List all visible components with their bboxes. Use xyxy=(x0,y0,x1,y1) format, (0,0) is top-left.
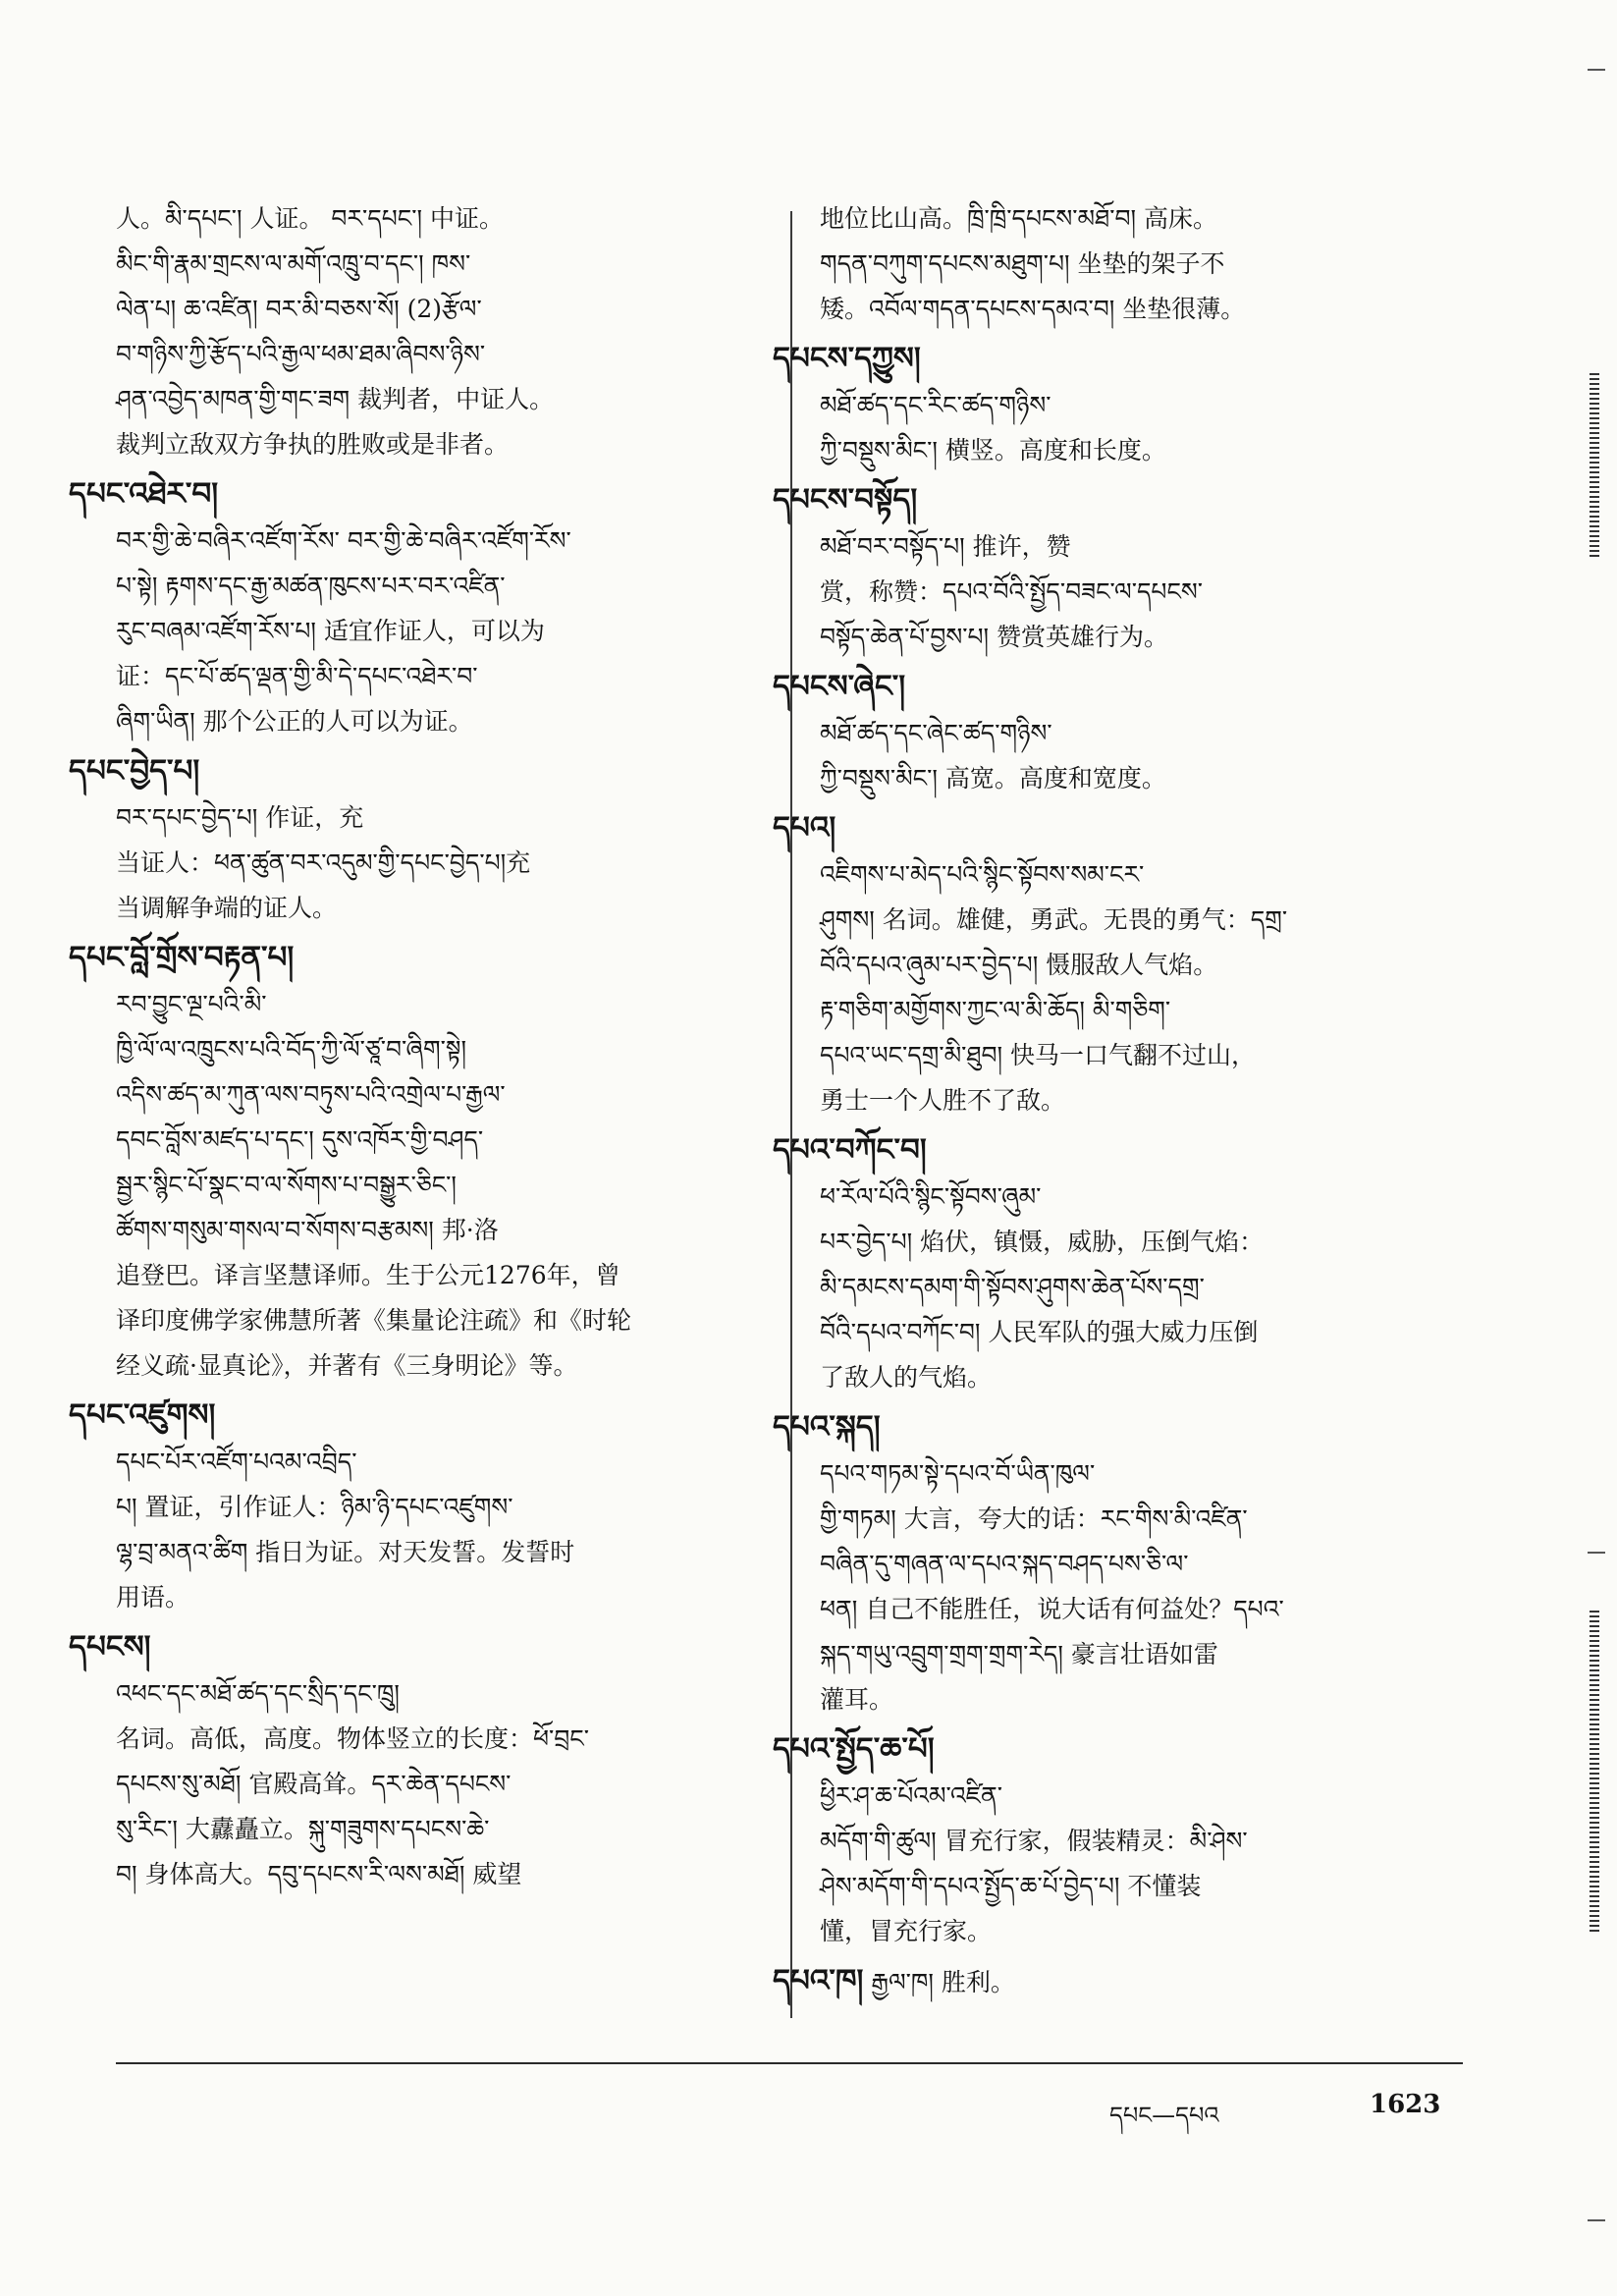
entry-line: 证：དང་པོ་ཚད་ལྡན་གྱི་མི་དེ་དཔང་འཐེར་བ་ xyxy=(116,662,478,690)
dictionary-entry xyxy=(69,471,774,744)
entry-line: 用语。 xyxy=(116,1583,190,1612)
entry-line: བ་གཉིས་ཀྱི་རྩོད་པའི་རྒྱལ་ཕམ་ཐམ་ཞིབས་ཉིས་ xyxy=(116,340,486,368)
entry-line: 当证人：ཕན་ཚུན་བར་འདུམ་གྱི་དཔང་བྱེད་པ།充 xyxy=(116,848,531,877)
entry-line: 当调解争端的证人。 xyxy=(116,894,338,922)
entry-line: ཕྱིར་ཤ་ཆ་པོའམ་འཛིན་ xyxy=(820,1781,1002,1810)
dictionary-entry xyxy=(773,805,1463,1123)
entry-line: བསྟོད་ཆེན་པོ་བྱས་པ། 赞赏英雄行为。 xyxy=(820,623,1169,651)
entry-line: སུ་རིང་། 大纛矗立。སྐུ་གཟུགས་དཔངས་ཆེ་ xyxy=(116,1815,490,1843)
entry-line: བར་གྱི་ཆེ་བཞིར་འཛོག་རོས་ བར་གྱི་ཆེ་བཞིར་འཛོག་རོས་ xyxy=(116,526,571,555)
entry-headword: དཔངས་བསྟོད། xyxy=(773,482,918,518)
dictionary-entry xyxy=(773,1958,1463,2005)
scan-edge-mark xyxy=(1590,373,1599,560)
footer-rule xyxy=(116,2062,1463,2064)
entry-line: འཇིགས་པ་མེད་པའི་སྙིང་སྟོབས་སམ་ངར་ xyxy=(820,860,1145,889)
entry-line: རབ་བྱུང་ལྔ་པའི་མི་ xyxy=(116,990,267,1018)
entry-headword: དཔའ། xyxy=(773,810,836,846)
dictionary-entry xyxy=(773,1404,1463,1722)
dictionary-entry xyxy=(773,664,1463,801)
scan-edge-mark xyxy=(1590,1611,1599,1935)
entry-line: ཚོགས་གསུམ་གསལ་བ་སོགས་བརྩམས། 邦·洛 xyxy=(116,1216,499,1244)
entry-line: པར་བྱེད་པ། 焰伏，镇慑，威胁，压倒气焰： xyxy=(820,1228,1265,1256)
entry-line: དཔང་པོར་འཛོག་པའམ་འབྲིད་ xyxy=(116,1448,357,1476)
entry-headword: དཔང་བློ་གྲོས་བརྟན་པ། xyxy=(69,940,295,975)
scan-edge-mark xyxy=(1588,2219,1605,2221)
entry-headword: དཔངས་ཞེང་། xyxy=(773,669,906,704)
dictionary-entry xyxy=(69,1624,774,1897)
entry-line: མིང་གི་རྣམ་གྲངས་ལ་མགོ་འཁྲུ་བ་དང་། ཁས་ xyxy=(116,249,471,278)
entry-line: ཁྱི་ལོ་ལ་འཁྲུངས་པའི་བོད་ཀྱི་ལོ་ཙཱ་བ་ཞིག་སྟེ། xyxy=(116,1035,467,1064)
entry-line: བོའི་དཔའ་བཀོང་བ། 人民军队的强大威力压倒 xyxy=(820,1318,1259,1346)
entry-headword: དཔང་འཐེར་བ། xyxy=(69,476,219,512)
entry-headword: དཔང་འཛུགས། xyxy=(69,1397,216,1433)
entry-line: མི་དམངས་དམག་གི་སྟོབས་ཤུགས་ཆེན་པོས་དགྲ་ xyxy=(820,1273,1205,1301)
entry-line: ལྷ་བྲ་མནའ་ཚིག 指日为证。对天发誓。发誓时 xyxy=(116,1538,575,1566)
entry-line: 追登巴。译言坚慧译师。生于公元1276年，曾 xyxy=(116,1261,620,1289)
scan-edge-mark xyxy=(1588,69,1605,71)
entry-headword: དཔང་བྱེད་པ། xyxy=(69,753,200,789)
entry-line: 赏，称赞：དཔའ་བོའི་སྤྱོད་བཟང་ལ་དཔངས་ xyxy=(820,577,1204,606)
entry-line: ཞིག་ཡིན། 那个公正的人可以为证。 xyxy=(116,707,473,736)
entry-headword: དཔངས་དཀྱུས། xyxy=(773,341,921,376)
entry-line: རྟ་གཅིག་མགྱོགས་ཀྱང་ལ་མི་ཆོད། མི་གཅིག་ xyxy=(820,996,1171,1024)
entry-line: ལེན་པ། ཆ་འཛིན། བར་མི་བཅས་སོ། (2)རྩོལ་ xyxy=(116,295,482,323)
entry-line: 灌耳。 xyxy=(820,1685,894,1714)
entry-line: དབང་བློས་མཛད་པ་དང་། དུས་འཁོར་གྱི་བཤད་ xyxy=(116,1125,484,1154)
dictionary-entry xyxy=(69,1393,774,1620)
left-column xyxy=(69,196,774,1901)
entry-line: ཀྱི་བསྡུས་མིང་། 横竖。高度和长度。 xyxy=(820,436,1166,465)
entry-line: པ་སྟེ། རྟགས་དང་རྒྱ་མཚན་ཁུངས་པར་བར་འཛིན་ xyxy=(116,572,506,600)
right-column xyxy=(773,196,1463,2009)
entry-line: གྱི་གཏམ། 大言，夸大的话：རང་གིས་མི་འཛིན་ xyxy=(820,1504,1248,1533)
entry-line: དཔའ་གཏམ་སྟེ་དཔའ་བོ་ཡིན་ཁུལ་ xyxy=(820,1459,1096,1488)
entry-headword: དཔའ་སྤྱོད་ཆ་པོ། xyxy=(773,1731,935,1767)
entry-line: 名词。高低，高度。物体竖立的长度：ཕོ་བྲང་ xyxy=(116,1724,589,1753)
entry-headword: དཔངས། xyxy=(69,1629,151,1665)
entry-line: ཤན་འབྱེད་མཁན་གྱི་གང་ཟག 裁判者，中证人。 xyxy=(116,385,555,413)
dictionary-entry xyxy=(773,1127,1463,1400)
entry-line: ཕ་རོལ་པོའི་སྙིང་སྟོབས་ཞུམ་ xyxy=(820,1182,1042,1211)
running-head: དཔང—དཔའ xyxy=(1109,2102,1219,2129)
entry-line: 裁判立敌双方争执的胜败或是非者。 xyxy=(116,430,510,459)
dictionary-entry xyxy=(820,196,1463,332)
dictionary-entry xyxy=(116,196,774,467)
entry-line: 矮。འབོལ་གདན་དཔངས་དམའ་བ། 坐垫很薄。 xyxy=(820,295,1246,323)
entry-line: ཤེས་མདོག་གི་དཔའ་སྤྱོད་ཆ་པོ་བྱེད་པ། 不懂装 xyxy=(820,1872,1202,1900)
entry-line: བ། 身体高大。དབུ་དཔངས་རི་ལས་མཐོ། 威望 xyxy=(116,1860,522,1888)
entry-line: ཕན། 自己不能胜任，说大话有何益处？དཔའ་ xyxy=(820,1595,1284,1623)
dictionary-entry xyxy=(773,336,1463,473)
entry-line: འདིས་ཚད་མ་ཀུན་ལས་བཏུས་པའི་འགྲེལ་པ་རྒྱལ་ xyxy=(116,1080,506,1109)
entry-line: རྒྱལ་ཁ། 胜利。 xyxy=(871,1968,1015,1996)
entry-line: རུང་བཞམ་འཛོག་རོས་པ། 适宜作证人，可以为 xyxy=(116,617,545,645)
entry-line: 人。མི་དཔང་། 人证。 བར་དཔང་། 中证。 xyxy=(116,204,504,233)
entry-line: མཐོ་ཚད་དང་ཞེང་ཚད་གཉིས་ xyxy=(820,719,1052,747)
scan-edge-mark xyxy=(1588,1552,1605,1554)
dictionary-entry xyxy=(69,748,774,931)
entry-line: 了敌人的气焰。 xyxy=(820,1363,993,1392)
entry-line: 勇士一个人胜不了敌。 xyxy=(820,1086,1066,1115)
entry-line: 懂，冒充行家。 xyxy=(820,1917,993,1945)
entry-headword: དཔའ་སྐད། xyxy=(773,1409,881,1445)
entry-line: སྦྱར་སྙིང་པོ་སྣང་བ་ལ་སོགས་པ་བསྒྱུར་ཅིང་། xyxy=(116,1171,457,1199)
entry-line: གདན་བཀུག་དཔངས་མཐུག་པ། 坐垫的架子不 xyxy=(820,249,1225,278)
page-number: 1623 xyxy=(1370,2090,1441,2119)
entry-line: འཕང་དང་མཐོ་ཚད་དང་སྲིད་དང་ཁྲུ། xyxy=(116,1679,400,1708)
entry-line: ཤུགས། 名词。雄健，勇武。无畏的勇气：དགྲ་ xyxy=(820,905,1288,934)
entry-line: དཔའ་ཡང་དགྲ་མི་ཐུབ། 快马一口气翻不过山， xyxy=(820,1041,1257,1069)
entry-line: བར་དཔང་བྱེད་པ། 作证，充 xyxy=(116,803,364,832)
entry-headword: དཔའ་བཀོང་བ། xyxy=(773,1132,927,1168)
entry-line: མཐོ་བར་བསྟོད་པ། 推许，赞 xyxy=(820,532,1071,561)
entry-line: ཀྱི་བསྡུས་མིང་། 高宽。高度和宽度。 xyxy=(820,764,1166,793)
dictionary-entry xyxy=(773,1726,1463,1954)
entry-line: པ། 置证，引作证人：ཉིམ་ཉི་དཔང་འཛུགས་ xyxy=(116,1493,513,1521)
dictionary-entry xyxy=(69,935,774,1389)
entry-line: 经义疏·显真论》，并著有《三身明论》等。 xyxy=(116,1351,578,1380)
entry-line: མཐོ་ཚད་དང་རིང་ཚད་གཉིས་ xyxy=(820,391,1051,419)
entry-line: སྐད་གཡུ་འབྲུག་གྲག་གྲག་རེད། 豪言壮语如雷 xyxy=(820,1640,1218,1668)
entry-line: བོའི་དཔའ་ཞུམ་པར་བྱེད་པ། 慑服敌人气焰。 xyxy=(820,951,1218,979)
entry-line: 译印度佛学家佛慧所著《集量论注疏》和《时轮 xyxy=(116,1306,632,1335)
entry-line: བཞིན་དུ་གཞན་ལ་དཔའ་སྐད་བཤད་པས་ཅི་ལ་ xyxy=(820,1550,1189,1578)
entry-line: མདོག་གི་ཚུལ། 冒充行家，假装精灵：མི་ཤེས་ xyxy=(820,1827,1248,1855)
dictionary-entry xyxy=(773,477,1463,660)
entry-headword: དཔའ་ཁ། xyxy=(773,1963,864,1998)
entry-line: དཔངས་སུ་མཐོ། 官殿高耸。དར་ཆེན་དཔངས་ xyxy=(116,1770,512,1798)
entry-line: 地位比山高。ཁྲི་ཁྲི་དཔངས་མཐོ་བ། 高床。 xyxy=(820,204,1217,233)
